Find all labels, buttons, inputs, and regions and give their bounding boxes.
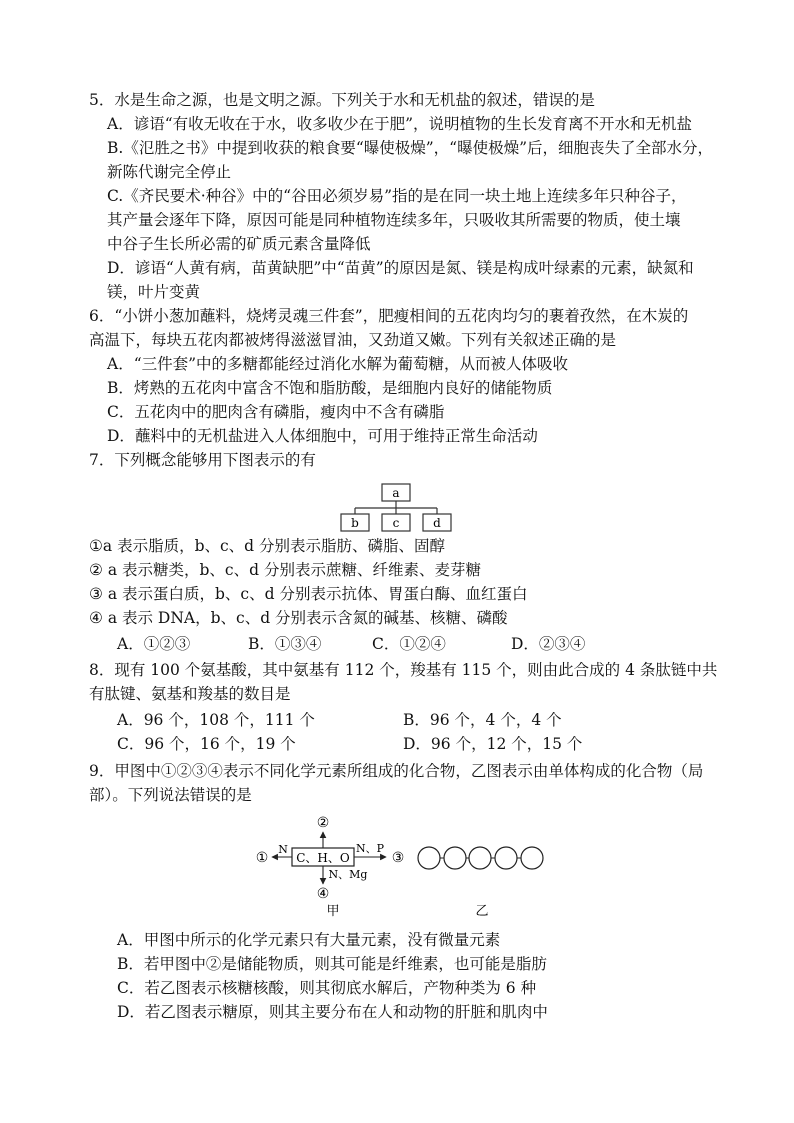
q9-bottom-number: ④ [316,886,330,902]
q9-figure-jia [248,812,413,918]
q8-options-row2 [0,733,794,755]
q6-stem-cont: 高温下，每块五花肉都被烤得滋滋冒油，又劲道又嫩。下列有关叙述正确的是 [89,331,617,349]
q6-option-c: C．五花肉中的肥肉含有磷脂，瘦肉中不含有磷脂 [107,403,445,421]
q5-option-b-cont: 新陈代谢完全停止 [107,163,232,181]
q9-figure-yi [414,840,549,920]
q8-stem: 8．现有 100 个氨基酸，其中氨基有 112 个，羧基有 115 个，则由此合成的 4 条肽链中共 [89,661,718,679]
q5-option-d-cont: 镁，叶片变黄 [107,283,201,301]
q8-stem-cont: 有肽键、氨基和羧基的数目是 [89,685,291,703]
q8-option-d: D．96 个，12 个，15 个 [403,735,583,753]
q5-option-c-cont1: 其产量会逐年下降，原因可能是同种植物连续多年，只吸收其所需要的物质，使土壤 [107,211,681,229]
q7-statement-4: ④ a 表示 DNA，b、c、d 分别表示含氮的碱基、核糖、磷酸 [89,609,508,627]
q7-node-d-label: d [433,516,441,530]
q5-option-c-cont2: 中谷子生长所必需的矿质元素含量降低 [107,235,371,253]
q9-monomer-1 [418,847,440,869]
q7-stem: 7．下列概念能够用下图表示的有 [89,451,316,469]
q9-center-box [292,848,354,866]
q7-node-b-label: b [351,516,359,530]
q9-monomer-chain [418,847,543,869]
q7-options [0,633,794,655]
q8-option-a: A．96 个，108 个，111 个 [117,711,315,729]
q9-bottom-label: N、Mg [328,868,368,881]
q7-statement-1: ①a 表示脂质，b、c、d 分别表示脂肪、磷脂、固醇 [89,537,446,555]
q9-monomer-5 [521,847,543,869]
q7-node-d [423,514,451,531]
q9-left-number: ① [255,850,269,866]
q9-monomer-4 [495,847,517,869]
q7-statement-2: ② a 表示糖类，b、c、d 分别表示蔗糖、纤维素、麦芽糖 [89,561,481,579]
q7-node-b [341,514,369,531]
q5-option-b: B.《氾胜之书》中提到收获的粮食要“曝使极燥”，“曝使极燥”后，细胞丧失了全部水分， [107,139,714,157]
q8-options-row1 [0,709,794,731]
q7-node-c [382,514,410,531]
q9-option-d: D．若乙图表示糖原，则其主要分布在人和动物的肝脏和肌肉中 [117,1003,548,1021]
q9-caption-jia: 甲 [326,904,340,918]
q9-left-label: N [278,843,288,856]
q7-option-a: A．①②③ [117,635,191,653]
q7-option-d: D．②③④ [511,635,586,653]
q6-stem: 6．“小饼小葱加蘸料，烧烤灵魂三件套”，肥瘦相间的五花肉均匀的裹着孜然，在木炭的 [89,307,689,325]
q9-top-number: ② [316,815,330,831]
q6-option-a: A．“三件套”中的多糖都能经过消化水解为葡萄糖，从而被人体吸收 [107,355,569,373]
q6-option-b: B．烤熟的五花肉中富含不饱和脂肪酸，是细胞内良好的储能物质 [107,379,553,397]
q5-stem: 5．水是生命之源，也是文明之源。下列关于水和无机盐的叙述，错误的是 [89,91,595,109]
q9-stem-cont: 部）。下列说法错误的是 [89,786,252,804]
q9-option-c: C．若乙图表示核糖核酸，则其彻底水解后，产物种类为 6 种 [117,979,537,997]
q7-node-a-label: a [392,486,400,500]
q5-option-a: A．谚语“有收无收在于水，收多收少在于肥”，说明植物的生长发育离不开水和无机盐 [107,115,693,133]
q7-option-c: C．①②④ [372,635,446,653]
q5-option-d: D．谚语“人黄有病，苗黄缺肥”中“苗黄”的原因是氮、镁是构成叶绿素的元素，缺氮和 [107,259,694,277]
q9-center-label: C、H、O [296,851,350,865]
q9-right-label: N、P [355,842,385,855]
q9-right-number: ③ [391,850,405,866]
q7-statement-3: ③ a 表示蛋白质，b、c、d 分别表示抗体、胃蛋白酶、血红蛋白 [89,585,528,603]
q6-option-d: D．蘸料中的无机盐进入人体细胞中，可用于维持正常生命活动 [107,427,538,445]
q9-option-a: A．甲图中所示的化学元素只有大量元素，没有微量元素 [117,931,501,949]
q8-option-c: C．96 个，16 个，19 个 [117,735,296,753]
q9-stem: 9．甲图中①②③④表示不同化学元素所组成的化合物，乙图表示由单体构成的化合物（局 [89,762,704,780]
q7-node-a [382,484,410,501]
q7-concept-diagram [330,483,460,533]
q5-option-c: C.《齐民要术·种谷》中的“谷田必须岁易”指的是在同一块土地上连续多年只种谷子， [107,187,687,205]
q9-monomer-3 [469,847,491,869]
q7-option-b: B．①③④ [248,635,322,653]
q9-monomer-2 [444,847,466,869]
q9-caption-yi: 乙 [475,904,489,919]
q7-node-c-label: c [392,516,400,530]
q8-option-b: B．96 个，4 个，4 个 [403,711,562,729]
q9-option-b: B．若甲图中②是储能物质，则其可能是纤维素，也可能是脂肪 [117,955,547,973]
